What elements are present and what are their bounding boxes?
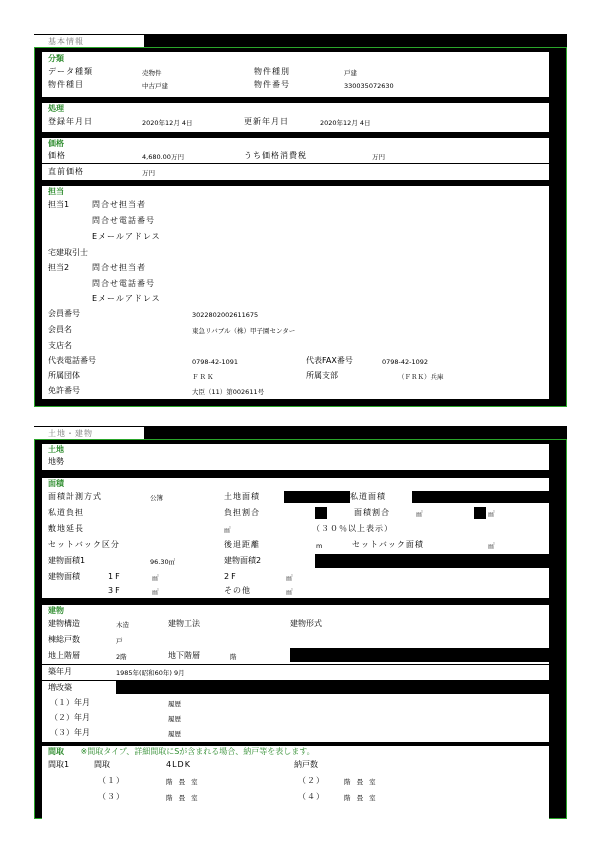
contact-phone2-label: 問合せ電話番号 xyxy=(92,279,155,288)
room2-label: （２） xyxy=(298,776,325,785)
prop-item-label: 物件種目 xyxy=(48,80,84,89)
member-no-value: 3022802002611675 xyxy=(192,311,259,319)
shori-panel xyxy=(42,103,549,132)
madori-note: ※間取タイプ、詳細間取にSが含まれる場合、納戸等を表します。 xyxy=(80,747,315,756)
area-ratio-unit-2: ㎡ xyxy=(488,510,495,518)
menseki-panel xyxy=(42,478,549,598)
org-label: 所属団体 xyxy=(48,371,80,380)
units-label: 棟総戸数 xyxy=(48,635,80,644)
area-ratio-unit: ㎡ xyxy=(416,510,423,518)
nando-label: 納戸数 xyxy=(294,760,318,769)
tab-tochi: 土地・建物 xyxy=(34,426,144,439)
keisoku-value: 公簿 xyxy=(150,494,163,502)
prev-price-label: 直前価格 xyxy=(48,167,84,176)
license-value: 大臣（11）第002611号 xyxy=(192,388,265,396)
tab-kihon: 基本情報 xyxy=(34,34,144,47)
fax-label: 代表FAX番号 xyxy=(306,356,353,365)
branch-label: 支店名 xyxy=(48,341,72,350)
renov1-label: （１）年月 xyxy=(50,698,90,707)
member-name-value: 東急リバブル（株）甲子園センター xyxy=(192,327,296,335)
struct-value: 木造 xyxy=(116,621,129,629)
tax-value: 万円 xyxy=(372,153,385,161)
frontage-unit: ㎡ xyxy=(224,526,231,534)
burden-ratio-label: 負担割合 xyxy=(224,508,260,517)
tanto2-label: 担当2 xyxy=(48,263,70,272)
prop-no-value: 330035072630 xyxy=(344,82,394,90)
struct-label: 建物構造 xyxy=(48,619,80,628)
bldg-area1-label: 建物面積1 xyxy=(48,556,86,565)
org-value: ＦＲＫ xyxy=(192,373,215,381)
below-label: 地下階層 xyxy=(168,651,200,660)
bunrui-title: 分類 xyxy=(48,54,64,63)
price-value: 4,680.00万円 xyxy=(142,153,184,161)
chisei-label: 地勢 xyxy=(48,457,64,466)
room4-unit: 階 畳 室 xyxy=(344,794,378,802)
madori1-label: 間取1 xyxy=(48,760,70,769)
room1-unit: 階 畳 室 xyxy=(166,778,200,786)
redacted-private-road xyxy=(412,491,549,503)
kakaku-title: 価格 xyxy=(48,139,64,148)
reg-date-label: 登録年月日 xyxy=(48,117,93,126)
upd-date-label: 更新年月日 xyxy=(244,117,289,126)
shori-title: 処理 xyxy=(48,104,64,113)
contact-person2-label: 問合せ担当者 xyxy=(92,263,146,272)
prop-kind-label: 物件種別 xyxy=(254,67,290,76)
madori-label: 間取 xyxy=(94,760,110,769)
retreat-label: 後退距離 xyxy=(224,540,260,549)
tatemono-title: 建物 xyxy=(48,606,64,615)
email2-label: Eメールアドレス xyxy=(92,294,161,303)
renov2-history: 履歴 xyxy=(168,715,181,723)
tel-value: 0798-42-1091 xyxy=(192,358,239,366)
room4-label: （４） xyxy=(298,792,325,801)
other-unit: ㎡ xyxy=(286,588,293,596)
retreat-unit: m xyxy=(316,542,323,550)
tanto-title: 担当 xyxy=(48,187,64,196)
tab-bar xyxy=(144,34,567,48)
room1-label: （１） xyxy=(98,776,125,785)
prop-no-label: 物件番号 xyxy=(254,80,290,89)
below-value: 階 xyxy=(230,653,237,661)
tanto1-label: 担当1 xyxy=(48,200,70,209)
tax-label: うち価格消費税 xyxy=(244,151,307,160)
fax-value: 0798-42-1092 xyxy=(382,358,429,366)
prop-kind-value: 戸建 xyxy=(344,69,357,77)
madori-panel xyxy=(42,746,549,819)
madori-title: 間取 xyxy=(48,747,64,756)
redacted-land-area xyxy=(284,491,350,503)
room3-label: （３） xyxy=(98,792,125,801)
renov1-history: 履歴 xyxy=(168,700,181,708)
renov-label: 増改築 xyxy=(48,683,72,692)
built-value: 1985年(昭和60年) 9月 xyxy=(116,669,185,677)
email-label: Eメールアドレス xyxy=(92,232,161,241)
tel-label: 代表電話番号 xyxy=(48,356,96,365)
tochi-panel xyxy=(42,444,549,470)
contact-phone-label: 問合せ電話番号 xyxy=(92,216,155,225)
price-label: 価格 xyxy=(48,151,66,160)
divider xyxy=(42,163,549,164)
units-value: 戸 xyxy=(116,637,123,645)
private-road-label: 私道面積 xyxy=(350,492,386,501)
renov3-history: 履歴 xyxy=(168,730,181,738)
redacted-bldg-area2 xyxy=(315,554,549,568)
redacted-burden-ratio xyxy=(315,507,327,519)
private-burden-label: 私道負担 xyxy=(48,508,84,517)
built-label: 築年月 xyxy=(48,667,72,676)
land-area-label: 土地面積 xyxy=(224,492,260,501)
method-label: 建物工法 xyxy=(168,619,200,628)
above-value: 2階 xyxy=(116,653,127,661)
kakaku-panel xyxy=(42,138,549,180)
floor2-label: 2F xyxy=(224,572,238,581)
divider xyxy=(42,664,549,665)
redacted-area-ratio xyxy=(474,507,486,519)
upd-date-value: 2020年12月 4日 xyxy=(320,119,371,127)
floor3-unit: ㎡ xyxy=(152,588,159,596)
madori-header xyxy=(48,747,315,757)
form-label: 建物形式 xyxy=(290,619,322,628)
area-ratio-label: 面積割合 xyxy=(354,508,390,517)
setback-label: セットバック区分 xyxy=(48,540,120,549)
renov2-label: （２）年月 xyxy=(50,713,90,722)
data-type-label: データ種類 xyxy=(48,67,93,76)
bldg-area-label: 建物面積 xyxy=(48,572,80,581)
member-no-label: 会員番号 xyxy=(48,309,80,318)
tab-bar-2 xyxy=(144,426,567,440)
bldg-area1-value: 96.30㎡ xyxy=(150,558,176,566)
madori-value: 4LDK xyxy=(166,760,191,769)
data-type-value: 売物件 xyxy=(142,69,162,77)
org-branch-label: 所属支部 xyxy=(306,371,338,380)
prev-price-value: 万円 xyxy=(142,169,155,177)
setback-area-label: セットバック面積 xyxy=(352,540,424,549)
room3-unit: 階 畳 室 xyxy=(166,794,200,802)
tatemono-panel xyxy=(42,605,549,742)
room2-unit: 階 畳 室 xyxy=(344,778,378,786)
frontage-note: （３０％以上表示） xyxy=(312,524,393,533)
bunrui-panel xyxy=(42,52,549,97)
menseki-title: 面積 xyxy=(48,479,64,488)
renov3-label: （３）年月 xyxy=(50,728,90,737)
keisoku-label: 面積計測方式 xyxy=(48,492,102,501)
org-branch-value: （ＦＲＫ）兵庫 xyxy=(398,373,444,381)
member-name-label: 会員名 xyxy=(48,325,72,334)
above-label: 地上階層 xyxy=(48,651,80,660)
contact-person-label: 問合せ担当者 xyxy=(92,200,146,209)
tochi-title: 土地 xyxy=(48,445,64,454)
bldg-area2-label: 建物面積2 xyxy=(224,556,262,565)
other-label: その他 xyxy=(224,586,251,595)
frontage-label: 敷地延長 xyxy=(48,524,84,533)
license-label: 免許番号 xyxy=(48,386,80,395)
prop-item-value: 中古戸建 xyxy=(142,82,168,90)
floor2-unit: ㎡ xyxy=(286,574,293,582)
redacted-renov xyxy=(116,681,549,694)
redacted-below xyxy=(290,648,549,662)
tanto-panel xyxy=(42,186,549,399)
takken-label: 宅建取引士 xyxy=(48,248,88,257)
floor1-label: 1F xyxy=(108,572,122,581)
setback-area-unit: ㎡ xyxy=(488,542,495,550)
floor1-unit: ㎡ xyxy=(152,574,159,582)
floor3-label: 3F xyxy=(108,586,122,595)
reg-date-value: 2020年12月 4日 xyxy=(142,119,193,127)
